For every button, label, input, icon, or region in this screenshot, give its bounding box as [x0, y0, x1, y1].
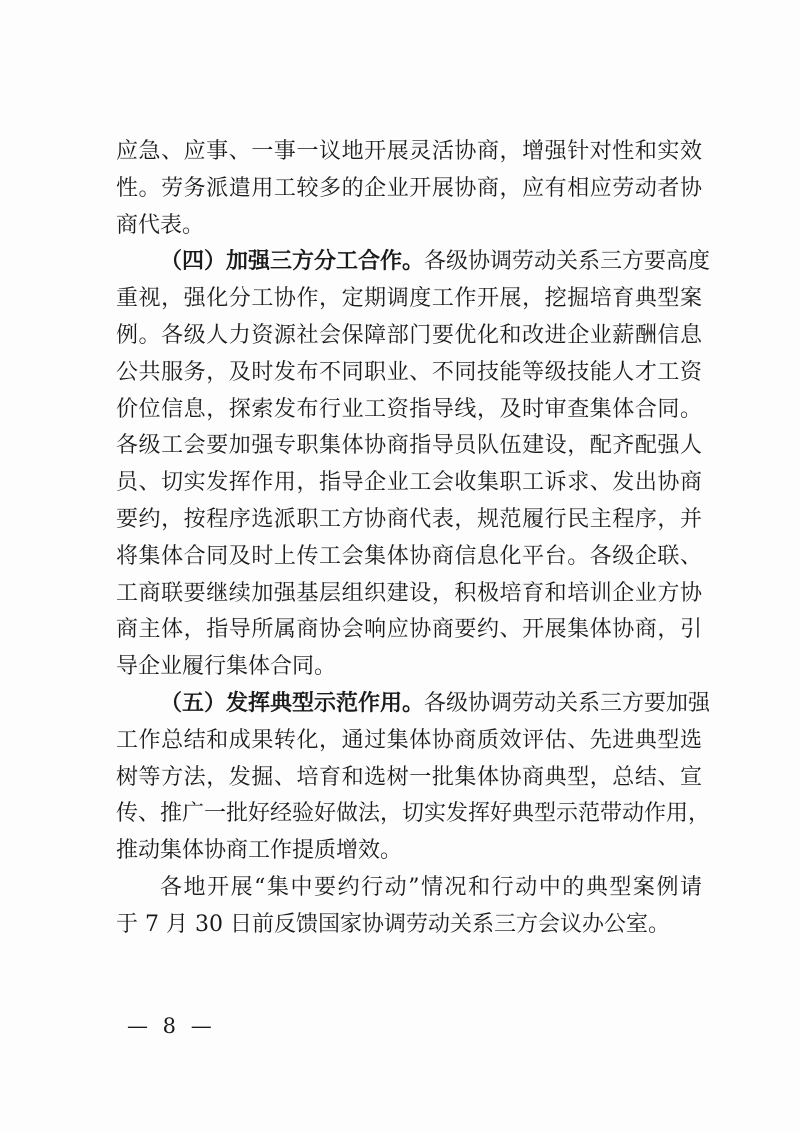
body-line: 传、推广一批好经验好做法，切实发挥好典型示范带动作用， — [116, 801, 711, 827]
body-line: 性。劳务派遣用工较多的企业开展协商，应有相应劳动者协 — [116, 175, 702, 201]
body-line: 于 7 月 30 日前反馈国家协调劳动关系三方会议办公室。 — [116, 911, 670, 937]
body-line: 工作总结和成果转化，通过集体协商质效评估、先进典型选 — [116, 727, 702, 753]
body-line: 推动集体协商工作提质增效。 — [116, 838, 403, 864]
body-line: 员、切实发挥作用，指导企业工会收集职工诉求、发出协商 — [116, 470, 702, 496]
section-four-heading: （四）加强三方分工合作。 — [160, 249, 425, 275]
body-line: 重视，强化分工协作，定期调度工作开展，挖掘培育典型案 — [116, 286, 702, 312]
body-line: 各级工会要加强专职集体协商指导员队伍建设，配齐配强人 — [116, 433, 702, 459]
paragraph-five-first-line — [116, 686, 711, 723]
body-line: 将集体合同及时上传工会集体协商信息化平台。各级企联、 — [116, 543, 702, 569]
body-line-fragment: 各级协调劳动关系三方要加强 — [424, 690, 711, 716]
body-line: 例。各级人力资源社会保障部门要优化和改进企业薪酬信息 — [116, 322, 702, 348]
body-line: 公共服务，及时发布不同职业、不同技能等级技能人才工资 — [116, 359, 702, 385]
body-line: 商代表。 — [116, 212, 205, 238]
body-line: 各地开展“集中要约行动”情况和行动中的典型案例请 — [160, 874, 702, 900]
body-line: 应急、应事、一事一议地开展灵活协商，增强针对性和实效 — [116, 139, 702, 164]
body-line-fragment: 各级协调劳动关系三方要高度 — [424, 249, 711, 275]
document-body — [116, 134, 711, 944]
body-line: 树等方法，发掘、培育和选树一批集体协商典型，总结、宣 — [116, 764, 702, 790]
body-line: 价位信息，探索发布行业工资指导线，及时审查集体合同。 — [116, 396, 702, 422]
body-line: 导企业履行集体合同。 — [116, 654, 337, 680]
body-line: 商主体，指导所属商协会响应协商要约、开展集体协商，引 — [116, 617, 702, 643]
body-line: 工商联要继续加强基层组织建设，积极培育和培训企业方协 — [116, 580, 702, 606]
page-number: — 8 — — [127, 1014, 216, 1038]
paragraph-four-first-line — [116, 244, 711, 281]
section-five-heading: （五）发挥典型示范作用。 — [160, 690, 425, 716]
body-line: 要约，按程序选派职工方协商代表，规范履行民主程序，并 — [116, 506, 702, 532]
